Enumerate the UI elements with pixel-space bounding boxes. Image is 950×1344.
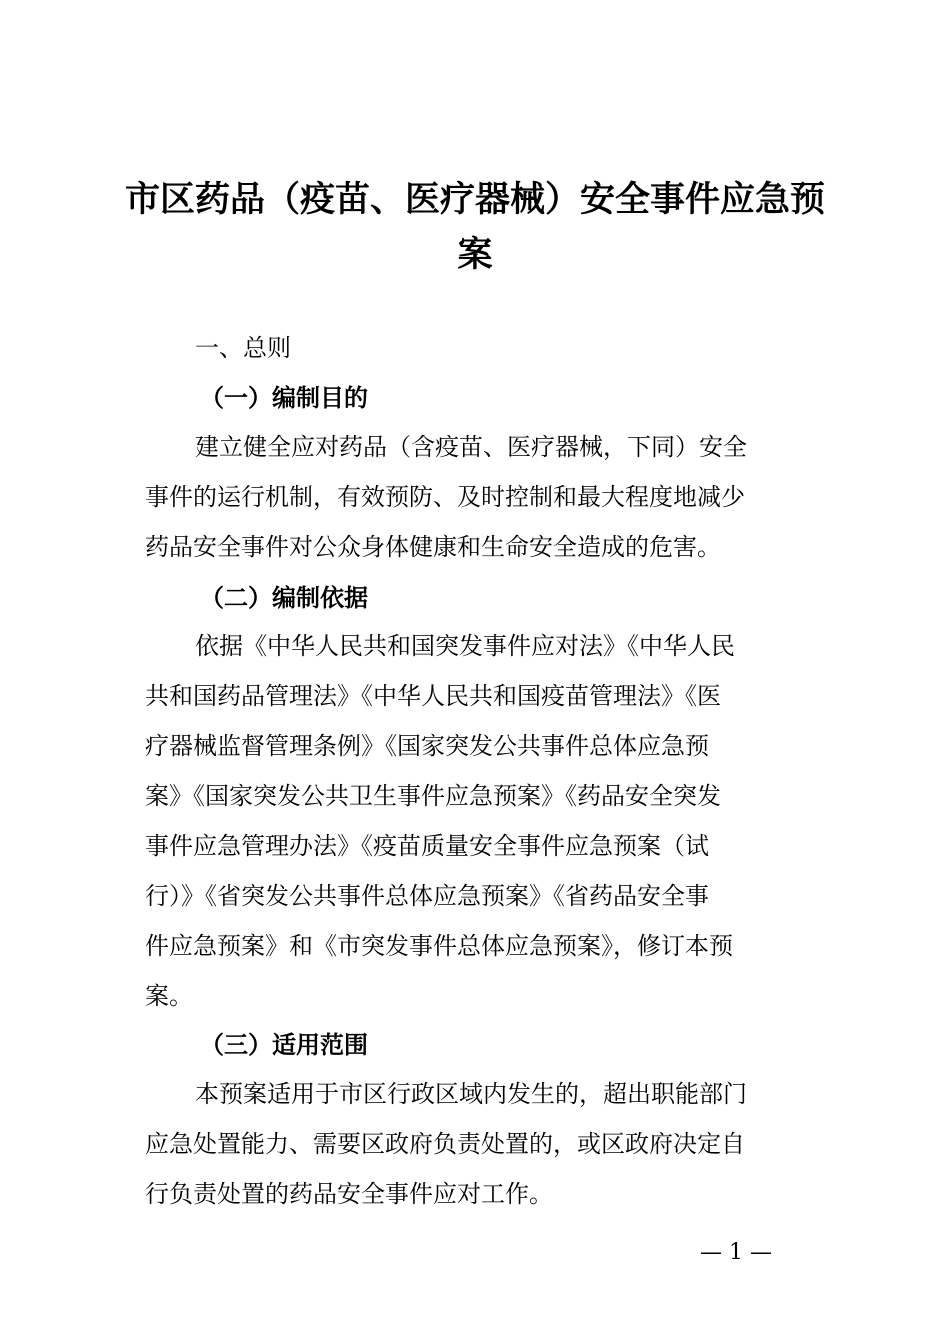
paragraph-basis	[145, 621, 785, 1021]
paragraph-line: 应急处置能力、需要区政府负责处置的，或区政府决定自	[145, 1130, 745, 1158]
paragraph-line: 本预案适用于市区行政区域内发生的，超出职能部门	[195, 1080, 747, 1108]
paragraph-line: 共和国药品管理法》《中华人民共和国疫苗管理法》《医	[145, 682, 721, 710]
paragraph-line: 件应急预案》和《市突发事件总体应急预案》，修订本预	[145, 932, 733, 960]
document-title-line-2: 案	[457, 234, 493, 275]
paragraph-line: 事件应急管理办法》《疫苗质量安全事件应急预案（试	[145, 832, 709, 860]
paragraph-line: 行）》《省突发公共事件总体应急预案》《省药品安全事	[145, 882, 709, 910]
paragraph-scope	[145, 1069, 785, 1219]
document-title	[0, 172, 950, 282]
section-heading-general: 一、总则	[195, 334, 291, 362]
document-title-line-1: 市区药品（疫苗、医疗器械）安全事件应急预	[124, 179, 825, 220]
paragraph-line: 疗器械监督管理条例》《国家突发公共事件总体应急预	[145, 732, 709, 760]
paragraph-line: 依据《中华人民共和国突发事件应对法》《中华人民	[195, 632, 735, 660]
subsection-heading-scope: （三）适用范围	[200, 1031, 368, 1059]
paragraph-line: 建立健全应对药品（含疫苗、医疗器械，下同）安全	[195, 433, 747, 461]
subsection-heading-purpose: （一）编制目的	[200, 384, 368, 412]
subsection-heading-basis: （二）编制依据	[200, 584, 368, 612]
paragraph-line: 药品安全事件对公众身体健康和生命安全造成的危害。	[145, 533, 721, 561]
paragraph-line: 行负责处置的药品安全事件应对工作。	[145, 1180, 553, 1208]
paragraph-line: 事件的运行机制，有效预防、及时控制和最大程度地减少	[145, 483, 745, 511]
page-number: — 1 —	[700, 1240, 772, 1265]
paragraph-purpose	[145, 422, 785, 572]
paragraph-line: 案。	[145, 982, 193, 1010]
paragraph-line: 案》《国家突发公共卫生事件应急预案》《药品安全突发	[145, 782, 721, 810]
